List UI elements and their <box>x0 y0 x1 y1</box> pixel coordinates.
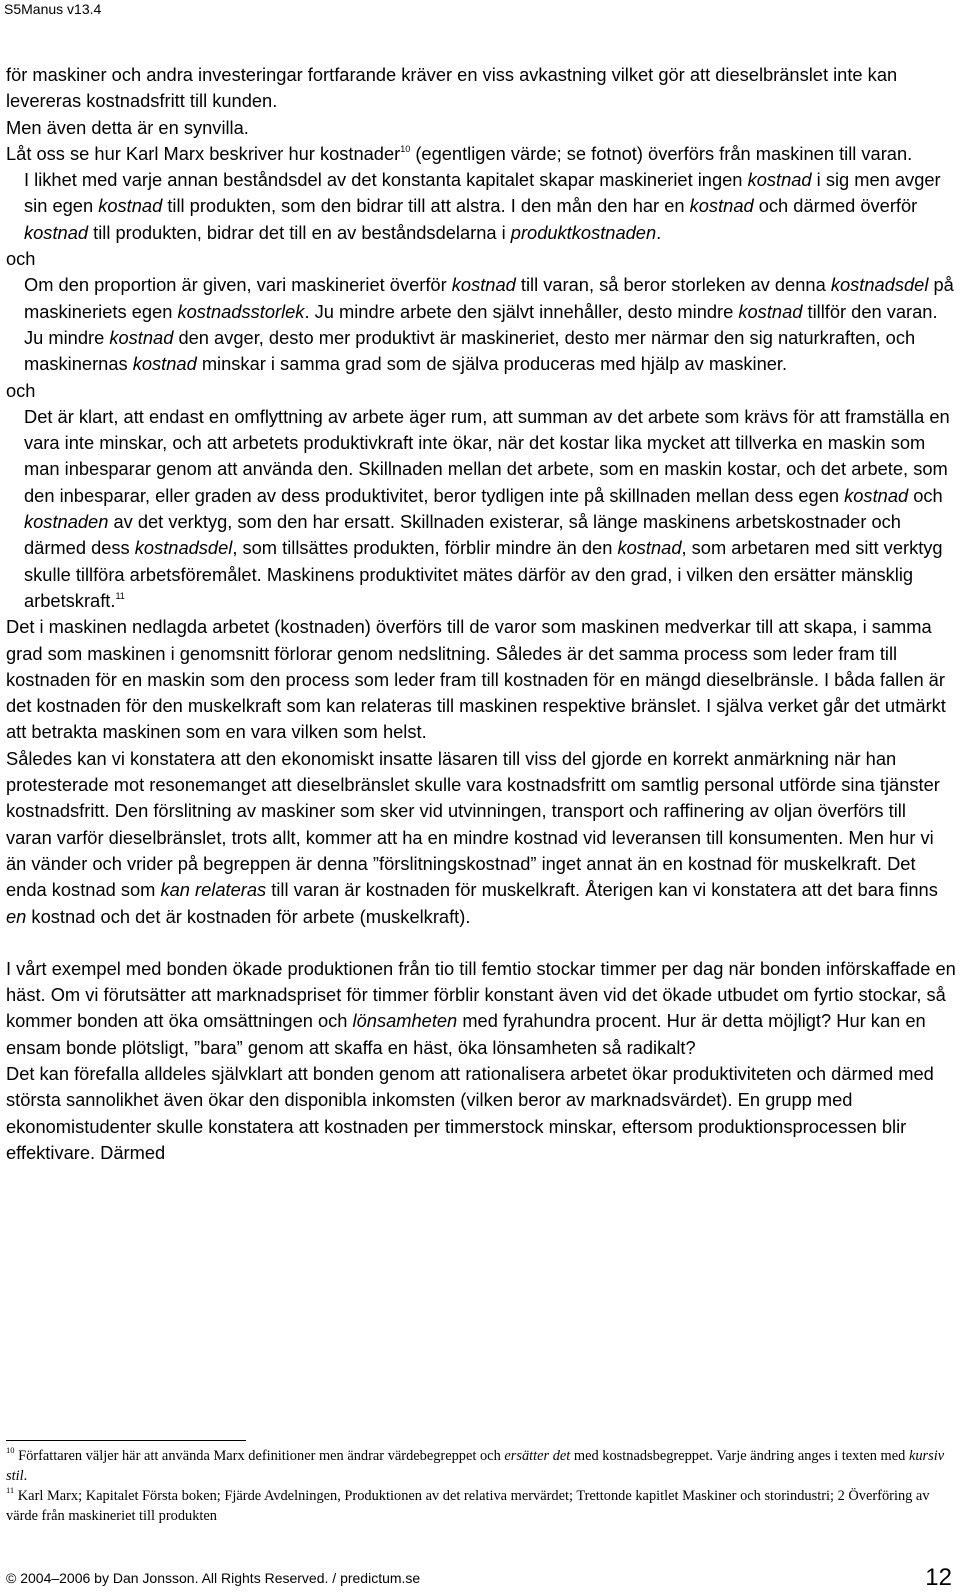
italic-text: kostnadsdel <box>830 274 929 296</box>
text-run: av det verktyg, som den har ersatt. Skillnaden existerar, så länge maskinens arbetskostnader och därmed dess <box>24 511 901 559</box>
paragraph <box>6 378 956 404</box>
italic-text: kostnad <box>132 353 197 375</box>
text-run: och <box>6 379 36 401</box>
text-run: Om den proportion är given, vari maskineriet överför <box>24 274 452 296</box>
italic-text: kan relateras <box>160 879 267 901</box>
italic-text: kostnad <box>689 195 754 217</box>
text-run: den avger, desto mer produktivt är maskineriet, desto mer närmar den sig naturkraften, och maskinernas <box>24 326 916 375</box>
text-run: Karl Marx; Kapitalet Första boken; Fjärde Avdelningen, Produktionen av det relativa mervärdet; Trettonde kapitlet Maskiner och storindustri; 2 Överföring av värde från maskineriet till produkten <box>6 1488 930 1524</box>
text-run: Således kan vi konstatera att den ekonomiskt insatte läsaren till viss del gjorde en korrekt anmärkning när han protesterade mot resonemanget att dieselbränslet skulle vara kostnadsfritt om samtlig personal utförde sina tjänster kostnadsfritt. Den förslitning av maskiner som sker vid utvinningen, transport och raffinering av oljan överförs till varan varför dieselbränslet, trots allt, kommer att ha en mindre kostnad vid leveransen till konsumenten. Men hur vi än vänder och vrider på begreppen är denna ”förslitningskostnad” inget annat än en kostnad för muskelkraft. Det enda kostnad som <box>6 747 940 901</box>
text-run: Det i maskinen nedlagda arbetet (kostnaden) överförs till de varor som maskinen medverkar till att skapa, i samma grad som maskinen i genomsnitt förlorar genom nedslitning. Således är det samma process som leder fram till kostnaden för en maskin som den process som leder fram till kostnaden för en mängd dieselbränsle. I båda fallen är det kostnaden för den muskelkraft som kan relateras till maskinen respektive bränslet. I själva verket går det utmärkt att betrakta maskinen som en vara vilken som helst. <box>6 616 946 743</box>
paragraph <box>6 614 956 745</box>
paragraph <box>6 141 956 167</box>
text-run: med kostnadsbegreppet. Varje ändring anges i texten med <box>570 1448 909 1464</box>
footnote <box>6 1486 956 1526</box>
italic-text: kostnad <box>24 221 89 243</box>
text-run: med fyrahundra procent. Hur är detta möjligt? Hur kan en ensam bonde plötsligt, ”bara” genom att skaffa en häst, öka lönsamheten så radikalt? <box>6 1010 926 1058</box>
paragraph-spacer <box>6 930 956 956</box>
text-run: och därmed överför <box>753 195 918 217</box>
footnote-reference: 11 <box>6 1485 15 1495</box>
paragraph <box>6 246 956 272</box>
text-run: Författaren väljer här att använda Marx definitioner men ändrar värdebegreppet och <box>14 1448 505 1464</box>
text-run: på maskineriets egen <box>24 274 954 322</box>
text-run: och <box>6 248 36 270</box>
italic-text: kostnad <box>109 326 174 348</box>
italic-text: kostnad <box>844 484 909 506</box>
italic-text: kostnad <box>98 195 163 217</box>
italic-text: ersätter det <box>504 1448 571 1464</box>
text-run: till produkten, som den bidrar till att alstra. I den mån den har en <box>162 195 690 217</box>
paragraph <box>6 115 956 141</box>
paragraph <box>6 62 956 115</box>
text-run: för maskiner och andra investeringar fortfarande kräver en viss avkastning vilket gör att dieselbränslet inte kan levereras kostnadsfritt till kunden. <box>6 64 898 112</box>
block-quote <box>6 272 956 377</box>
italic-text: en <box>6 905 27 927</box>
text-run: Men även detta är en synvilla. <box>6 116 249 138</box>
block-quote <box>6 404 956 614</box>
text-run: , som arbetaren med sitt verktyg skulle tillföra arbetsföremålet. Maskinens produktivitet mätes därför av den grad, i vilken den ersätter mänsklig arbetskraft. <box>24 537 943 611</box>
text-run: Låt oss se hur Karl Marx beskriver hur kostnader <box>6 142 401 164</box>
text-run: i sig men avger sin egen <box>24 169 941 217</box>
copyright-footer: © 2004–2006 by Dan Jonsson. All Rights Reserved. / predictum.se <box>6 1570 421 1586</box>
italic-text: kursiv stil <box>6 1448 945 1484</box>
footnote <box>6 1446 956 1486</box>
text-run: . <box>656 221 662 243</box>
text-run: till varan, så beror storleken av denna <box>515 274 831 296</box>
footnote-reference: 10 <box>400 143 411 154</box>
text-run: Det kan förefalla alldeles självklart att bonden genom att rationalisera arbetet ökar produktiviteten och därmed med största sannolikhet även ökar den disponibla inkomsten (vilken beror av marknadsvärdet). En grupp med ekonomistudenter skulle konstatera att kostnaden per timmerstock minskar, eftersom produktionsprocessen blir effektivare. Därmed <box>6 1062 934 1163</box>
text-run: till varan är kostnaden för muskelkraft. Återigen kan vi konstatera att det bara finns <box>266 879 938 901</box>
italic-text: kostnad <box>738 300 803 322</box>
text-run: kostnad och det är kostnaden för arbete (muskelkraft). <box>26 905 471 927</box>
page-number: 12 <box>925 1564 952 1591</box>
italic-text: kostnad <box>451 274 516 296</box>
text-run: . Ju mindre arbete den självt innehåller, desto mindre <box>304 300 739 322</box>
italic-text: kostnadsdel <box>134 537 233 559</box>
footnote-reference: 10 <box>6 1445 15 1455</box>
footnote-reference: 11 <box>115 590 125 601</box>
document-header: S5Manus v13.4 <box>4 1 102 17</box>
italic-text: kostnad <box>617 537 682 559</box>
italic-text: lönsamheten <box>352 1010 458 1032</box>
text-run: I likhet med varje annan beståndsdel av det konstanta kapitalet skapar maskineriet ingen <box>24 169 748 191</box>
text-run: . <box>23 1468 28 1484</box>
paragraph <box>6 746 956 930</box>
text-run: , som tillsättes produkten, förblir mindre än den <box>232 537 618 559</box>
paragraph <box>6 1061 956 1166</box>
italic-text: kostnad <box>747 169 812 191</box>
paragraph <box>6 956 956 1061</box>
text-run: till produkten, bidrar det till en av beståndsdelarna i <box>88 221 511 243</box>
text-run: Det är klart, att endast en omflyttning av arbete äger rum, att summan av det arbete som krävs för att framställa en vara inte minskar, och att arbetets produktivkraft inte ökar, när det kostar lika mycket att tillverka en maskin som man inbesparar genom att använda den. Skillnaden mellan det arbete, som en maskin kostar, och det arbete, som den inbesparar, eller graden av dess produktivitet, beror tydligen inte på skillnaden mellan dess egen <box>24 405 950 506</box>
text-run: tillför den varan. Ju mindre <box>24 300 938 348</box>
footnotes <box>6 1446 956 1526</box>
text-run: I vårt exempel med bonden ökade produktionen från tio till femtio stockar timmer per dag när bonden införskaffade en häst. Om vi förutsätter att marknadspriset för timmer förblir konstant även vid det ökade utbudet om fyrtio stockar, så kommer bonden att öka omsättningen och <box>6 957 956 1032</box>
italic-text: kostnaden <box>24 511 109 533</box>
italic-text: produktkostnaden <box>510 221 657 243</box>
footnote-separator <box>6 1440 246 1441</box>
text-run: minskar i samma grad som de själva produceras med hjälp av maskiner. <box>196 353 788 375</box>
italic-text: kostnadsstorlek <box>177 300 305 322</box>
text-run: (egentligen värde; se fotnot) överförs från maskinen till varan. <box>410 142 913 164</box>
body-text <box>6 62 956 1166</box>
block-quote <box>6 167 956 246</box>
text-run: och <box>908 484 943 506</box>
